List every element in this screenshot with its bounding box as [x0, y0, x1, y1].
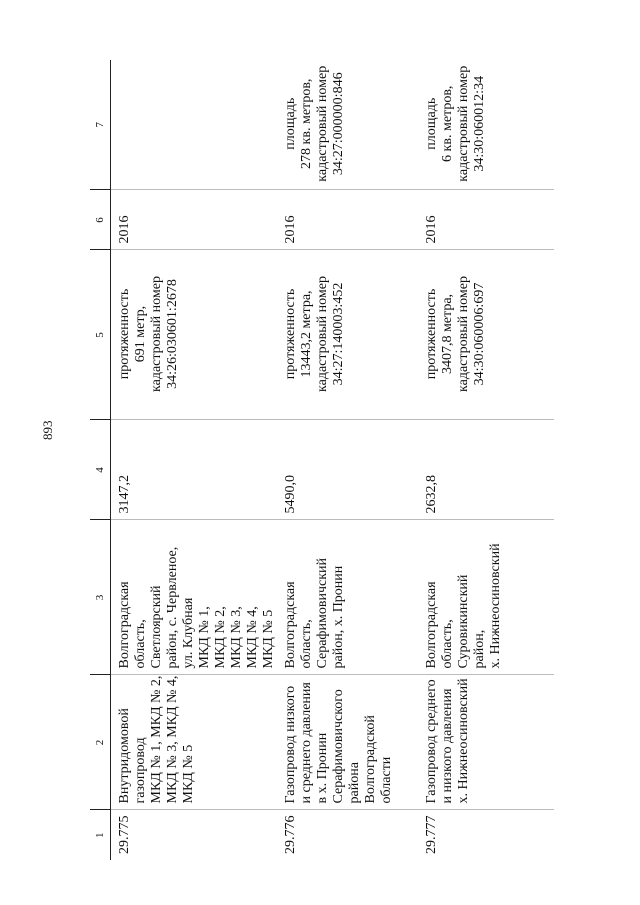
column-header: 3 [90, 520, 111, 675]
cell-object-name-line: газопровод [133, 737, 148, 804]
cell-address-line: МКД № 4, [245, 606, 260, 669]
table-row [277, 60, 418, 860]
cell-object-name-line: в х. Пронин [315, 732, 330, 804]
cell-object-name-line: Серафимовичского [331, 689, 346, 804]
cell-address-line: Волгоградская [283, 581, 298, 669]
cell-land-plot-line: 34:30:060012:34 [472, 75, 487, 172]
cell-object-name-line: и низкого давления [440, 688, 455, 804]
cell-address-line: район, х. Пронин [331, 565, 346, 669]
cell-object-name [111, 675, 278, 810]
cell-characteristics-line: 3407,8 метра, [440, 293, 455, 375]
cell-characteristics-line: протяженность [424, 288, 439, 380]
cell-land-plot [418, 60, 554, 190]
cell-address [111, 520, 278, 675]
cell-address-line: МКД № 1, [197, 606, 212, 669]
cell-characteristics-line: кадастровый номер [315, 276, 330, 392]
cell-address-line: Волгоградская [117, 581, 132, 669]
cell-object-name-line: района [347, 762, 362, 804]
registry-table-frame [90, 60, 540, 860]
cell-characteristics [111, 250, 278, 420]
column-header: 6 [90, 190, 111, 250]
cell-land-plot-line: кадастровый номер [456, 65, 471, 182]
cell-number: 29.776 [283, 815, 298, 854]
cell-land-plot [277, 60, 418, 190]
cell-address-line: Серафимовичский [315, 557, 330, 669]
table-row [418, 60, 554, 860]
cell-address-line: Светлоярский [149, 585, 164, 669]
cell-object-name-line: х. Нижнеосиновский [456, 678, 471, 804]
cell-address-line: район, с. Червленое, [165, 546, 180, 669]
cell-characteristics [418, 250, 554, 420]
cell-land-plot [111, 60, 278, 190]
cell-address-line: МКД № 5 [261, 609, 276, 669]
cell-object-name-line: и среднего давления [299, 682, 314, 804]
cell-address-line: область, [299, 619, 314, 669]
cell-number: 29.777 [424, 815, 439, 854]
cell-year: 2016 [418, 190, 554, 250]
cell-object-name [418, 675, 554, 810]
cell-address-line: область, [133, 619, 148, 669]
cell-characteristics-line: кадастровый номер [456, 276, 471, 392]
cell-land-plot-line: 34:27:000000:846 [331, 72, 346, 176]
cell-land-plot-line: кадастровый номер [315, 65, 330, 182]
cell-characteristics-line: 13443,2 метра, [299, 290, 314, 378]
page-number: 893 [40, 420, 55, 440]
cell-address-line: Волгоградская [424, 581, 439, 669]
cell-object-name-line: Газопровод среднего [424, 679, 439, 804]
property-registry-table [90, 60, 554, 860]
table-row [111, 60, 278, 860]
cell-cost: 5490,0 [277, 420, 418, 520]
cell-characteristics-line: 691 метр, [133, 305, 148, 363]
cell-object-name-line: Волгоградской [363, 715, 378, 804]
cell-land-plot-line: площадь [283, 97, 298, 150]
cell-characteristics-line: 34:26:030601:2678 [165, 279, 180, 389]
cell-address-line: МКД № 2, [213, 606, 228, 669]
cell-characteristics [277, 250, 418, 420]
cell-characteristics-line: кадастровый номер [149, 276, 164, 392]
cell-land-plot-line: площадь [424, 97, 439, 150]
cell-object-name-line: МКД № 1, МКД № 2, [149, 675, 164, 804]
column-header: 2 [90, 675, 111, 810]
cell-address [277, 520, 418, 675]
cell-land-plot-line: 6 кв. метров, [440, 85, 455, 162]
cell-cost: 3147,2 [111, 420, 278, 520]
cell-address-line: МКД № 3, [229, 606, 244, 669]
cell-address [418, 520, 554, 675]
cell-object-name-line: МКД № 5 [181, 744, 196, 804]
cell-land-plot-line: 278 кв. метров, [299, 78, 314, 169]
cell-object-name-line: МКД № 3, МКД № 4, [165, 675, 180, 804]
cell-object-name-line: Внутридомовой [117, 708, 132, 804]
cell-characteristics-line: 34:27:140003:452 [331, 282, 346, 386]
cell-number: 29.775 [117, 815, 132, 854]
cell-year: 2016 [277, 190, 418, 250]
cell-year: 2016 [111, 190, 278, 250]
cell-object-name-line: области [379, 756, 394, 804]
header-row [90, 60, 111, 860]
cell-cost: 2632,8 [418, 420, 554, 520]
cell-address-line: х. Нижнеосиновский [488, 543, 503, 669]
column-header: 5 [90, 250, 111, 420]
column-header: 4 [90, 420, 111, 520]
cell-address-line: Суровикинский [456, 574, 471, 669]
cell-address-line: ул. Клубная [181, 597, 196, 669]
cell-address-line: область, [440, 619, 455, 669]
cell-object-name [277, 675, 418, 810]
cell-characteristics-line: протяженность [117, 288, 132, 380]
cell-address-line: район, [472, 629, 487, 669]
cell-characteristics-line: протяженность [283, 288, 298, 380]
cell-characteristics-line: 34:30:060006:697 [472, 282, 487, 386]
cell-object-name-line: Газопровод низкого [283, 685, 298, 804]
column-header: 1 [90, 810, 111, 860]
column-header: 7 [90, 60, 111, 190]
